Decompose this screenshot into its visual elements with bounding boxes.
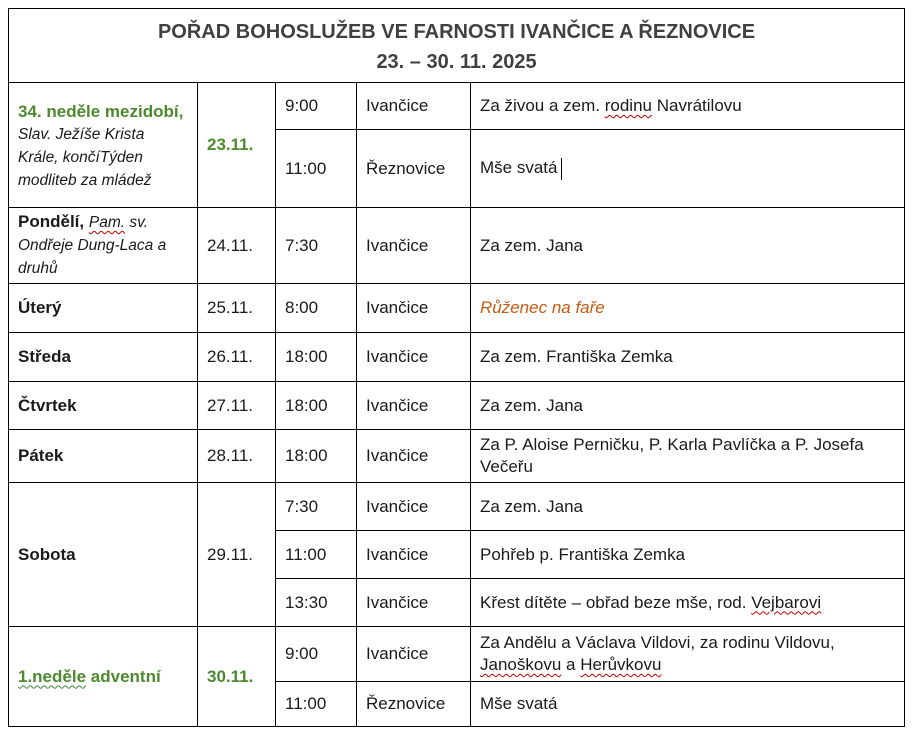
- place-cell: Ivančice: [357, 382, 471, 430]
- schedule-table: [8, 8, 905, 727]
- date-cell: 28.11.: [198, 430, 276, 483]
- intent-cell: Růženec na faře: [471, 284, 905, 333]
- text-cursor: [561, 158, 562, 180]
- place-cell: Řeznovice: [357, 130, 471, 208]
- intent-cell: [471, 579, 905, 627]
- date-cell: 30.11.: [198, 627, 276, 727]
- date-cell: 29.11.: [198, 483, 276, 627]
- place-cell: Ivančice: [357, 284, 471, 333]
- place-cell: Ivančice: [357, 83, 471, 130]
- day-cell: [9, 83, 198, 208]
- page-title: POŘAD BOHOSLUŽEB VE FARNOSTI IVANČICE A ŘEZNOVICE: [157, 20, 756, 43]
- time-cell: 18:00: [276, 333, 357, 382]
- intent-text-misspelled: Vejbarovi: [751, 592, 822, 612]
- intent-cell[interactable]: [471, 130, 905, 208]
- table-row: [9, 83, 905, 130]
- day-cell: Čtvrtek: [9, 382, 198, 430]
- day-cell: Pátek: [9, 430, 198, 483]
- day-note: sv. Ondřeje Dung-Laca a druhů: [18, 214, 167, 277]
- table-row: [9, 627, 905, 682]
- date-cell: 23.11.: [198, 83, 276, 208]
- place-cell: Ivančice: [357, 430, 471, 483]
- day-note-misspelled: Pam.: [88, 214, 126, 231]
- place-cell: Ivančice: [357, 579, 471, 627]
- intent-cell: Za P. Aloise Perničku, P. Karla Pavlíčka a P. Josefa Večeřu: [471, 430, 905, 483]
- intent-text-misspelled: Janoškovu: [480, 655, 562, 674]
- time-cell: 13:30: [276, 579, 357, 627]
- intent-text: Mše svatá: [480, 158, 558, 178]
- place-cell: Řeznovice: [357, 682, 471, 727]
- time-cell: 11:00: [276, 682, 357, 727]
- day-cell: Středa: [9, 333, 198, 382]
- date-cell: 24.11.: [198, 208, 276, 284]
- time-cell: 8:00: [276, 284, 357, 333]
- time-cell: 11:00: [276, 130, 357, 208]
- day-cell: Úterý: [9, 284, 198, 333]
- table-row: [9, 430, 905, 483]
- intent-cell: [471, 83, 905, 130]
- date-cell: 27.11.: [198, 382, 276, 430]
- place-cell: Ivančice: [357, 208, 471, 284]
- table-row: [9, 483, 905, 531]
- day-cell: [9, 627, 198, 727]
- intent-cell: Za zem. Jana: [471, 208, 905, 284]
- intent-text-misspelled: Herůvkovu: [580, 655, 662, 674]
- intent-cell: Za zem. Jana: [471, 483, 905, 531]
- place-cell: Ivančice: [357, 333, 471, 382]
- time-cell: 9:00: [276, 627, 357, 682]
- intent-cell: Za zem. Františka Zemka: [471, 333, 905, 382]
- intent-text: a: [561, 655, 581, 674]
- intent-cell: [471, 627, 905, 682]
- day-cell: [9, 208, 198, 284]
- date-cell: 25.11.: [198, 284, 276, 333]
- place-cell: Ivančice: [357, 531, 471, 579]
- day-name-flagged: 1.neděle: [18, 666, 87, 686]
- place-cell: Ivančice: [357, 483, 471, 531]
- day-cell: Sobota: [9, 483, 198, 627]
- intent-cell: Mše svatá: [471, 682, 905, 727]
- day-name: Pondělí,: [18, 212, 85, 231]
- time-cell: 9:00: [276, 83, 357, 130]
- schedule-document: [8, 8, 904, 727]
- intent-cell: Za zem. Jana: [471, 382, 905, 430]
- date-cell: 26.11.: [198, 333, 276, 382]
- intent-text: Za živou a zem.: [480, 96, 605, 115]
- time-cell: 18:00: [276, 382, 357, 430]
- time-cell: 11:00: [276, 531, 357, 579]
- header-cell: [9, 9, 905, 83]
- intent-cell: Pohřeb p. Františka Zemka: [471, 531, 905, 579]
- time-cell: 7:30: [276, 208, 357, 284]
- place-cell: Ivančice: [357, 627, 471, 682]
- table-row: [9, 208, 905, 284]
- time-cell: 18:00: [276, 430, 357, 483]
- table-row: [9, 382, 905, 430]
- intent-text: Za Andělu a Václava Vildovi, za rodinu Vildovu,: [480, 633, 835, 652]
- day-note: Slav. Ježíše Krista Krále, končíTýden modlitеb za mládež: [18, 125, 152, 189]
- intent-text-misspelled: rodinu: [604, 96, 652, 115]
- table-row: [9, 333, 905, 382]
- intent-text: Křest dítěte – obřad beze mše, rod.: [480, 592, 752, 612]
- header-row: [9, 9, 905, 83]
- date-range: 23. – 30. 11. 2025: [376, 50, 537, 73]
- day-name: 34. neděle mezidobí,: [18, 101, 184, 121]
- day-name: adventní: [86, 666, 161, 686]
- table-row: [9, 284, 905, 333]
- time-cell: 7:30: [276, 483, 357, 531]
- intent-text: Navrátilovu: [651, 96, 742, 115]
